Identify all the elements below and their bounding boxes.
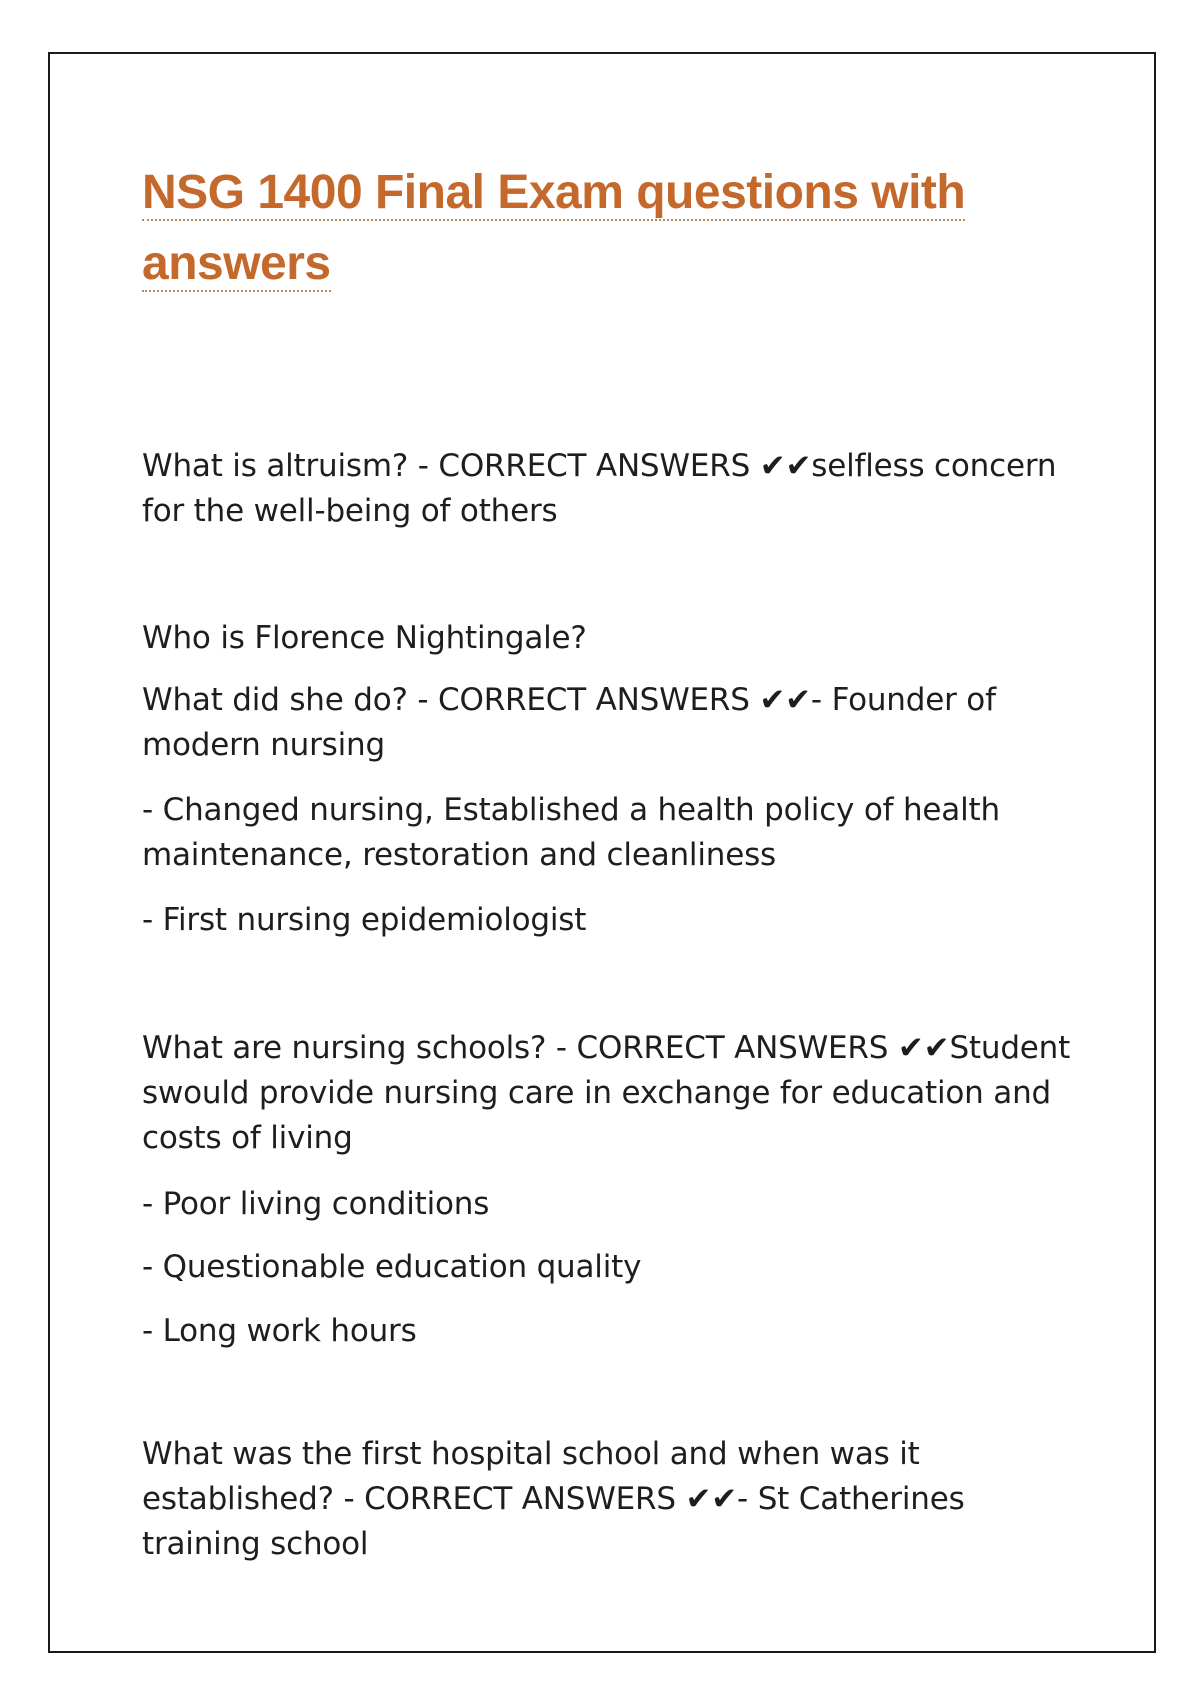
answer-florence-nightingale: What did she do? - CORRECT ANSWERS ✔✔- Founder of modern nursing <box>142 682 996 763</box>
answer-point-epidemiologist: - First nursing epidemiologist <box>142 902 587 938</box>
title-line-2: answers <box>142 237 331 290</box>
title-line-1: NSG 1400 Final Exam questions with <box>142 166 966 219</box>
document-title <box>142 157 1042 299</box>
question-altruism: What is altruism? - CORRECT ANSWERS ✔✔selfless concern for the well-being of others <box>142 448 1057 529</box>
answer-point-work-hours: - Long work hours <box>142 1313 417 1349</box>
question-first-hospital-school: What was the first hospital school and when was it established? - CORRECT ANSWERS ✔✔- St Catherines training school <box>142 1436 965 1562</box>
document-page <box>48 52 1156 1653</box>
answer-point-changed-nursing: - Changed nursing, Established a health policy of health maintenance, restoration and cleanliness <box>142 792 1000 873</box>
question-florence-nightingale: Who is Florence Nightingale? <box>142 620 587 656</box>
answer-point-education-quality: - Questionable education quality <box>142 1249 642 1285</box>
answer-point-living-conditions: - Poor living conditions <box>142 1186 490 1222</box>
question-nursing-schools: What are nursing schools? - CORRECT ANSWERS ✔✔Student swould provide nursing care in exchange for education and costs of living <box>142 1030 1071 1156</box>
